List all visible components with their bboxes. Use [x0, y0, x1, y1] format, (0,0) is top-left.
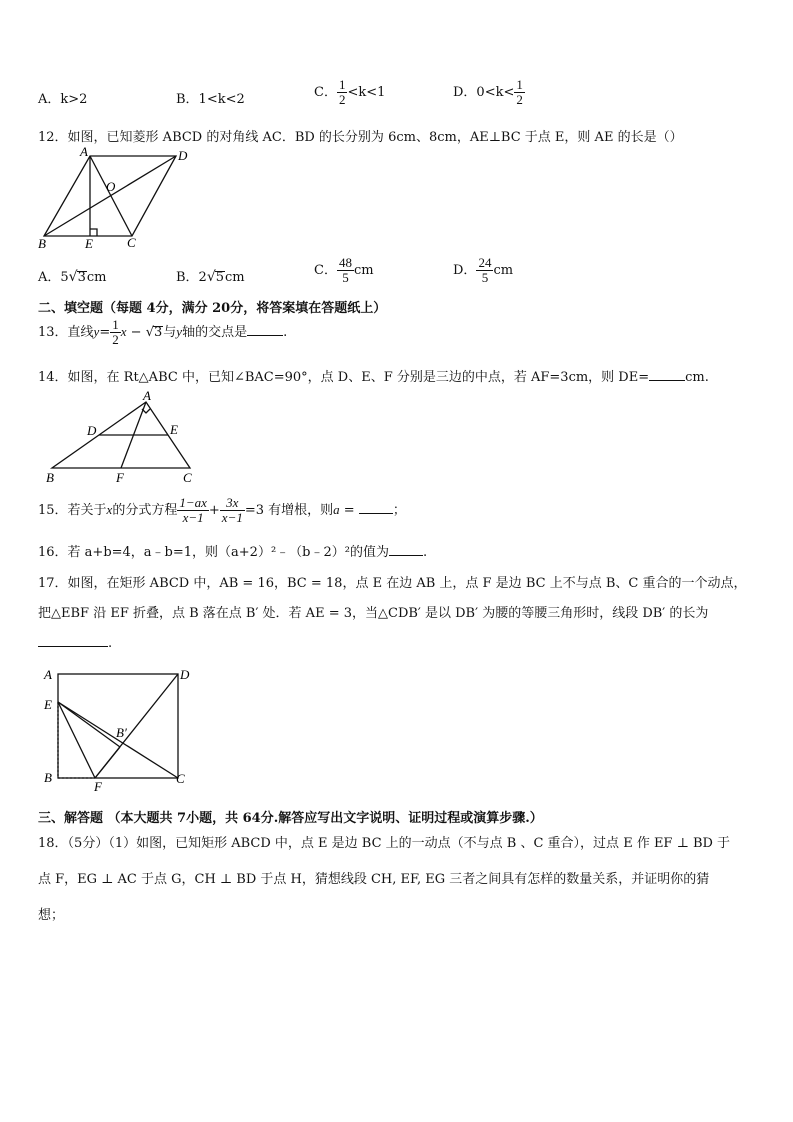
q12-label-c: C [127, 235, 136, 250]
q12-label-a: A [80, 144, 88, 159]
q18-line-2: 点 F，EG ⊥ AC 于点 G，CH ⊥ BD 于点 H，猜想线段 CH, EF, EG 三者之间具有怎样的数量关系，并证明你的猜 [38, 872, 710, 887]
q17-answer-blank[interactable] [38, 646, 108, 647]
q15-answer-blank[interactable] [359, 513, 393, 514]
q13: 13．直线y= $\frac{1}{2}$ x − √3与y轴的交点是 . [38, 317, 288, 347]
q11-option-c: C． $\frac{1}{2}$ <k<1 [314, 77, 386, 107]
q12-label-e: E [85, 236, 93, 251]
section-fill-in-heading: 二、填空题（每题 4分，满分 20分，将答案填在答题纸上） [38, 301, 387, 316]
q11-c-fraction: $\frac{1}{2}$ [338, 77, 346, 107]
q14-label-e: E [170, 422, 178, 437]
q13-answer-blank[interactable] [247, 335, 283, 336]
q16: 16．若 a+b=4，a﹣b=1，则（a+2）²﹣（b﹣2）²的值为 . [38, 545, 428, 560]
q17-line-2: 把△EBF 沿 EF 折叠，点 B 落在点 B′ 处．若 AE = 3，当△CDB′ 是以 DB′ 为腰的等腰三角形时，线段 DB′ 的长为 [38, 606, 709, 621]
q11-option-d: D．0<k< $\frac{1}{2}$ [453, 77, 523, 107]
q11-d-fraction: $\frac{1}{2}$ [516, 77, 523, 107]
q18-line-1: 18．（5分）（1）如图，已知矩形 ABCD 中，点 E 是边 BC 上的一动点（不与点 B 、C 重合），过点 E 作 EF ⊥ BD 于 [38, 836, 731, 851]
q17-label-f: F [94, 779, 102, 792]
q17-label-bprime: B′ [116, 725, 127, 740]
q12-stem: 12．如图，已知菱形 ABCD 的对角线 AC．BD 的长分别为 6cm、8cm，AE⊥BC 于点 E，则 AE 的长是（） [38, 130, 683, 145]
q14-answer-blank[interactable] [649, 380, 685, 381]
q14-label-d: D [87, 423, 97, 438]
q14-label-f: F [116, 470, 124, 485]
q17-label-a: A [44, 667, 52, 682]
q12-rhombus-figure [34, 144, 204, 252]
q16-answer-blank[interactable] [389, 555, 423, 556]
q12-label-d: D [178, 148, 188, 163]
q11-option-b: B．1<k<2 [176, 92, 245, 107]
q17-label-c: C [176, 771, 185, 786]
q12-label-o: O [106, 179, 116, 194]
q14-label-a: A [143, 388, 151, 403]
q18-line-3: 想； [38, 908, 65, 923]
q14-label-b: B [46, 470, 54, 485]
q17-answer-line: . [38, 636, 112, 651]
q12-option-d: D． $\frac{24}{5}$ cm [453, 255, 514, 285]
q12-label-b: B [38, 236, 46, 251]
q15: 15．若关于x的分式方程 $\frac{1-ax}{x-1}$ + $\frac{3x}{x-1}$ =3 有增根，则a = ； [38, 495, 406, 525]
q12-option-b: B．2√5cm [176, 269, 245, 285]
section-solution-heading: 三、解答题 （本大题共 7小题，共 64分.解答应写出文字说明、证明过程或演算步骤.） [38, 811, 543, 826]
q17-rectangle-figure [38, 662, 198, 792]
q17-label-b: B [44, 770, 52, 785]
q11-option-a: A．k>2 [38, 92, 88, 107]
q12-option-a: A．5√3cm [38, 269, 107, 285]
q17-label-d: D [180, 667, 190, 682]
q14-stem: 14．如图，在 Rt△ABC 中，已知∠BAC=90°，点 D、E、F 分别是三边的中点，若 AF=3cm，则 DE= cm. [38, 370, 709, 385]
q17-label-e: E [44, 697, 52, 712]
q12-option-c: C． $\frac{48}{5}$ cm [314, 255, 374, 285]
q17-line-1: 17．如图，在矩形 ABCD 中，AB = 16，BC = 18，点 E 在边 AB 上，点 F 是边 BC 上不与点 B、C 重合的一个动点， [38, 576, 747, 591]
q14-triangle-figure [40, 388, 200, 486]
q14-label-c: C [183, 470, 192, 485]
